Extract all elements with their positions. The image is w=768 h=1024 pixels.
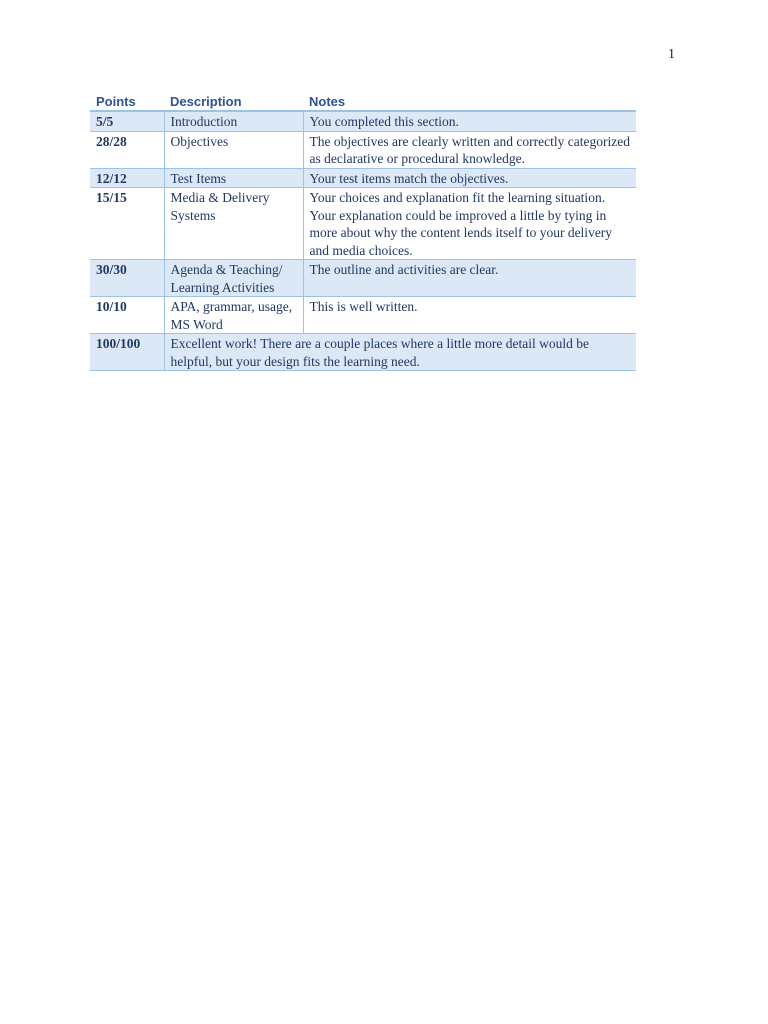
row-points: 5/5 bbox=[90, 111, 164, 131]
total-points: 100/100 bbox=[90, 334, 164, 371]
row-points: 28/28 bbox=[90, 131, 164, 168]
total-row bbox=[90, 334, 636, 371]
points-column-header: Points bbox=[90, 92, 164, 111]
row-notes: The outline and activities are clear. bbox=[303, 260, 636, 297]
page-number: 1 bbox=[668, 47, 675, 62]
row-notes: Your choices and explanation fit the learning situation. Your explanation could be improved a little by tying in more about why the content lends itself to your delivery and media choices. bbox=[303, 188, 636, 260]
row-notes: Your test items match the objectives. bbox=[303, 168, 636, 188]
row-description: APA, grammar, usage, MS Word bbox=[164, 297, 303, 334]
table-row bbox=[90, 111, 636, 131]
table-header-row bbox=[90, 92, 636, 111]
row-points: 30/30 bbox=[90, 260, 164, 297]
row-notes: This is well written. bbox=[303, 297, 636, 334]
row-points: 10/10 bbox=[90, 297, 164, 334]
table-row bbox=[90, 168, 636, 188]
row-points: 15/15 bbox=[90, 188, 164, 260]
table-row bbox=[90, 131, 636, 168]
row-notes: You completed this section. bbox=[303, 111, 636, 131]
row-description: Objectives bbox=[164, 131, 303, 168]
total-comment: Excellent work! There are a couple places where a little more detail would be helpful, but your design fits the learning need. bbox=[164, 334, 636, 371]
description-column-header: Description bbox=[164, 92, 303, 111]
row-points: 12/12 bbox=[90, 168, 164, 188]
row-notes: The objectives are clearly written and correctly categorized as declarative or procedural knowledge. bbox=[303, 131, 636, 168]
grading-rubric-table bbox=[90, 92, 636, 371]
table-row bbox=[90, 260, 636, 297]
row-description: Introduction bbox=[164, 111, 303, 131]
row-description: Test Items bbox=[164, 168, 303, 188]
row-description: Agenda & Teaching/ Learning Activities bbox=[164, 260, 303, 297]
notes-column-header: Notes bbox=[303, 92, 636, 111]
table-row bbox=[90, 297, 636, 334]
row-description: Media & Delivery Systems bbox=[164, 188, 303, 260]
table-row bbox=[90, 188, 636, 260]
